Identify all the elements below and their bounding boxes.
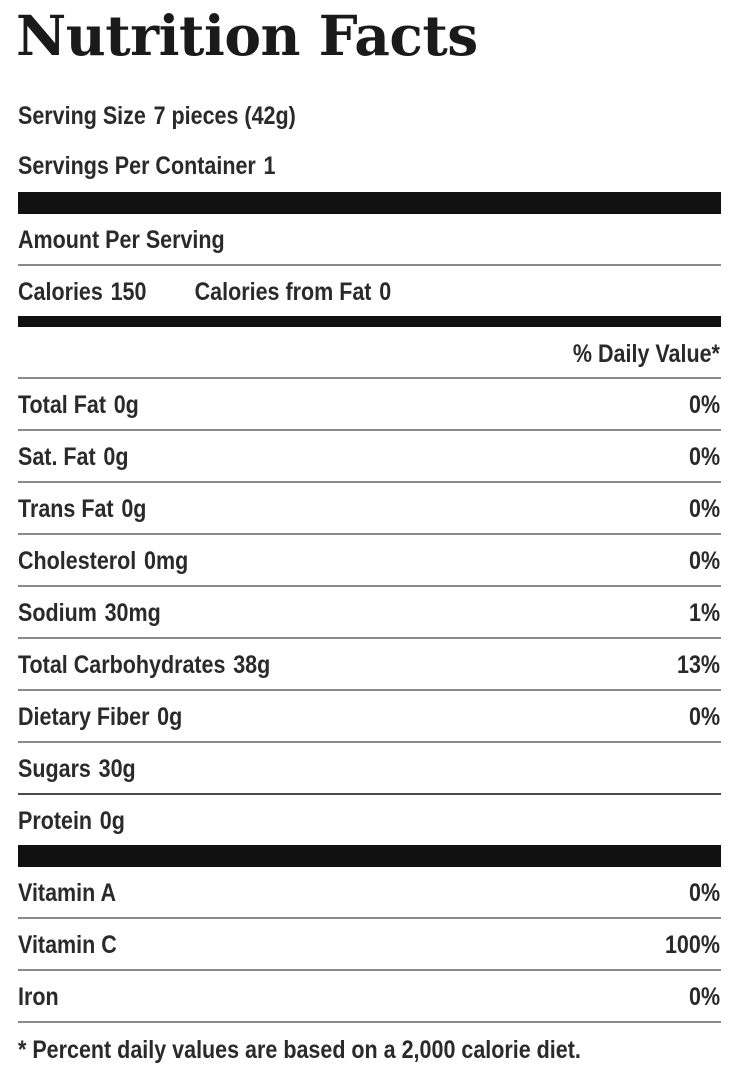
nutrient-amount: 0mg [144, 547, 189, 575]
nutrient-row-sodium [18, 601, 161, 626]
calories-from-fat-label: Calories from Fat [194, 278, 372, 306]
calories-value: 150 [110, 278, 147, 306]
serving-size-label: Serving Size [18, 102, 146, 130]
nutrient-name: Protein [18, 807, 93, 835]
calories-row [18, 280, 391, 305]
divider [18, 481, 721, 483]
thick-divider-bottom [18, 845, 721, 867]
servings-per-container [18, 154, 275, 179]
footnote: * Percent daily values are based on a 2,000 calorie diet. [18, 1036, 581, 1064]
nutrient-row-total-carbohydrates [18, 653, 270, 678]
medium-divider [18, 316, 721, 327]
vitamin-dv-vitamin-a: 0% [688, 879, 720, 907]
divider [18, 585, 721, 587]
nutrient-amount: 30mg [104, 599, 161, 627]
amount-per-serving: Amount Per Serving [18, 226, 225, 254]
nutrient-dv-total-fat: 0% [688, 391, 720, 419]
divider [18, 377, 721, 379]
nutrient-name: Total Fat [18, 391, 106, 419]
servings-per-container-value: 1 [263, 152, 276, 180]
divider [18, 793, 721, 795]
nutrient-name: Dietary Fiber [18, 703, 150, 731]
nutrient-amount: 0g [157, 703, 183, 731]
nutrient-name: Sat. Fat [18, 443, 96, 471]
nutrient-name: Total Carbohydrates [18, 651, 226, 679]
nutrient-name: Trans Fat [18, 495, 114, 523]
nutrient-dv-total-carbohydrates: 13% [676, 651, 720, 679]
nutrient-name: Sugars [18, 755, 91, 783]
divider [18, 429, 721, 431]
nutrient-amount: 0g [103, 443, 129, 471]
vitamin-name-vitamin-a: Vitamin A [18, 879, 116, 907]
vitamin-name-iron: Iron [18, 983, 59, 1011]
nutrient-name: Sodium [18, 599, 97, 627]
nutrient-row-cholesterol [18, 549, 188, 574]
nutrient-row-sat-fat [18, 445, 128, 470]
nutrient-amount: 0g [113, 391, 139, 419]
nutrient-amount: 30g [98, 755, 136, 783]
calories-from-fat-value: 0 [379, 278, 392, 306]
vitamin-dv-vitamin-c: 100% [665, 931, 720, 959]
nutrient-dv-sat-fat: 0% [688, 443, 720, 471]
calories-label: Calories [18, 278, 103, 306]
nutrient-dv-trans-fat: 0% [688, 495, 720, 523]
nutrient-amount: 0g [121, 495, 147, 523]
nutrient-row-protein [18, 809, 125, 834]
serving-size [18, 104, 296, 129]
nutrient-row-trans-fat [18, 497, 146, 522]
divider [18, 1021, 721, 1023]
vitamin-dv-iron: 0% [688, 983, 720, 1011]
daily-value-header: % Daily Value* [572, 340, 720, 368]
serving-size-value: 7 pieces (42g) [153, 102, 296, 130]
nutrient-dv-sodium: 1% [688, 599, 720, 627]
divider [18, 264, 721, 266]
divider [18, 917, 721, 919]
vitamin-name-vitamin-c: Vitamin C [18, 931, 117, 959]
divider [18, 533, 721, 535]
divider [18, 741, 721, 743]
servings-per-container-label: Servings Per Container [18, 152, 256, 180]
nutrient-dv-cholesterol: 0% [688, 547, 720, 575]
divider [18, 637, 721, 639]
nutrient-amount: 38g [233, 651, 271, 679]
nutrient-amount: 0g [99, 807, 125, 835]
nutrient-row-total-fat [18, 393, 139, 418]
nutrient-row-sugars [18, 757, 136, 782]
label-title: Nutrition Facts [16, 3, 478, 68]
nutrient-name: Cholesterol [18, 547, 137, 575]
divider [18, 969, 721, 971]
nutrient-row-dietary-fiber [18, 705, 182, 730]
divider [18, 689, 721, 691]
nutrient-dv-dietary-fiber: 0% [688, 703, 720, 731]
thick-divider-top [18, 192, 721, 214]
